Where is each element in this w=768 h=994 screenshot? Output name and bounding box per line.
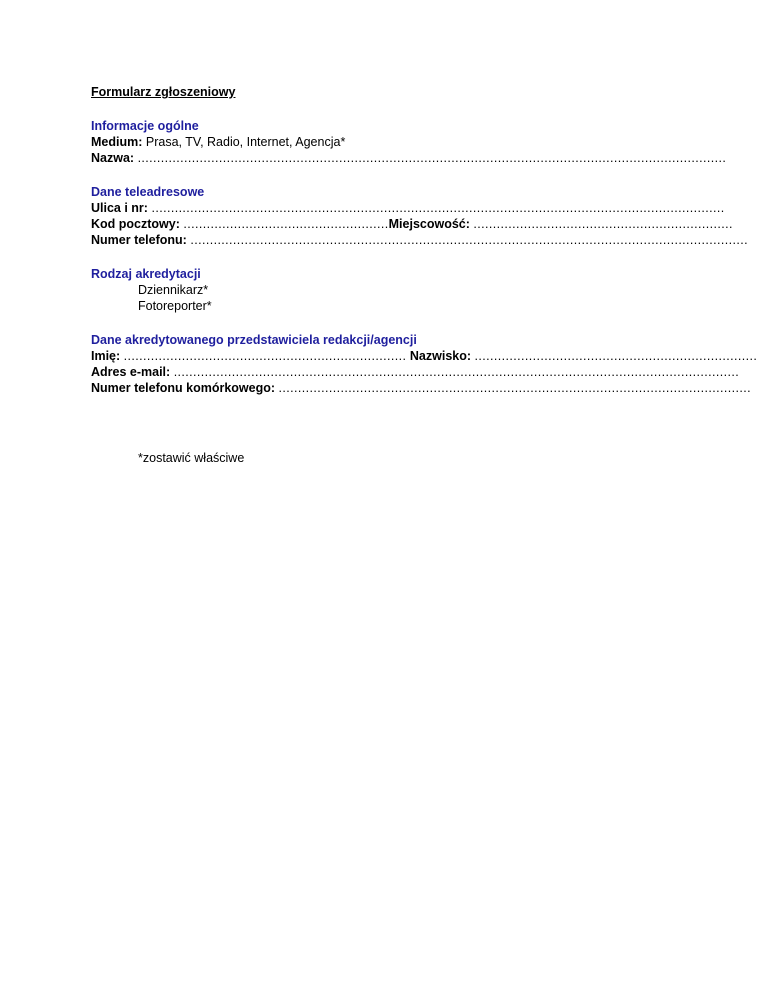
name-field[interactable]: ........................................................................................................................................................ bbox=[137, 151, 727, 165]
email-field[interactable]: .................................................................................................................................................. bbox=[173, 365, 740, 379]
section-heading-contact: Dane teleadresowe bbox=[91, 185, 205, 199]
form-content bbox=[91, 84, 758, 396]
postal-city-row bbox=[91, 216, 733, 232]
last-name-label: Nazwisko: bbox=[409, 349, 472, 363]
page-title: Formularz zgłoszeniowy bbox=[91, 85, 236, 99]
option-photo-reporter[interactable]: Fotoreporter* bbox=[138, 299, 212, 313]
postal-code-field[interactable]: ..................................................... bbox=[183, 217, 389, 231]
postal-code-label: Kod pocztowy: bbox=[91, 217, 180, 231]
phone-field[interactable]: ................................................................................................................................................ bbox=[190, 233, 749, 247]
street-row bbox=[91, 200, 725, 216]
medium-label: Medium: bbox=[91, 135, 143, 149]
email-row bbox=[91, 364, 740, 380]
name-label: Nazwa: bbox=[91, 151, 135, 165]
name-row bbox=[91, 150, 727, 166]
option-journalist[interactable]: Dziennikarz* bbox=[138, 283, 209, 297]
first-last-name-row bbox=[91, 348, 758, 364]
mobile-field[interactable]: .......................................................................................................................... bbox=[278, 381, 752, 395]
medium-value: Prasa, TV, Radio, Internet, Agencja* bbox=[145, 135, 346, 149]
medium-row bbox=[91, 134, 681, 150]
first-name-label: Imię: bbox=[91, 349, 121, 363]
mobile-row bbox=[91, 380, 752, 396]
city-label: Miejscowość: bbox=[388, 217, 470, 231]
footnote: *zostawić właściwe bbox=[138, 451, 245, 465]
mobile-label: Numer telefonu komórkowego: bbox=[91, 381, 276, 395]
email-label: Adres e-mail: bbox=[91, 365, 171, 379]
section-heading-representative: Dane akredytowanego przedstawiciela redakcji/agencji bbox=[91, 333, 417, 347]
section-heading-accreditation: Rodzaj akredytacji bbox=[91, 267, 201, 281]
city-field[interactable]: ................................................................... bbox=[473, 217, 733, 231]
street-field[interactable]: .................................................................................................................................................... bbox=[151, 201, 725, 215]
section-heading-general: Informacje ogólne bbox=[91, 119, 199, 133]
phone-row bbox=[91, 232, 749, 248]
first-name-field[interactable]: ......................................................................... bbox=[123, 349, 407, 363]
street-label: Ulica i nr: bbox=[91, 201, 148, 215]
phone-label: Numer telefonu: bbox=[91, 233, 187, 247]
last-name-field[interactable]: ......................................................................... bbox=[474, 349, 758, 363]
